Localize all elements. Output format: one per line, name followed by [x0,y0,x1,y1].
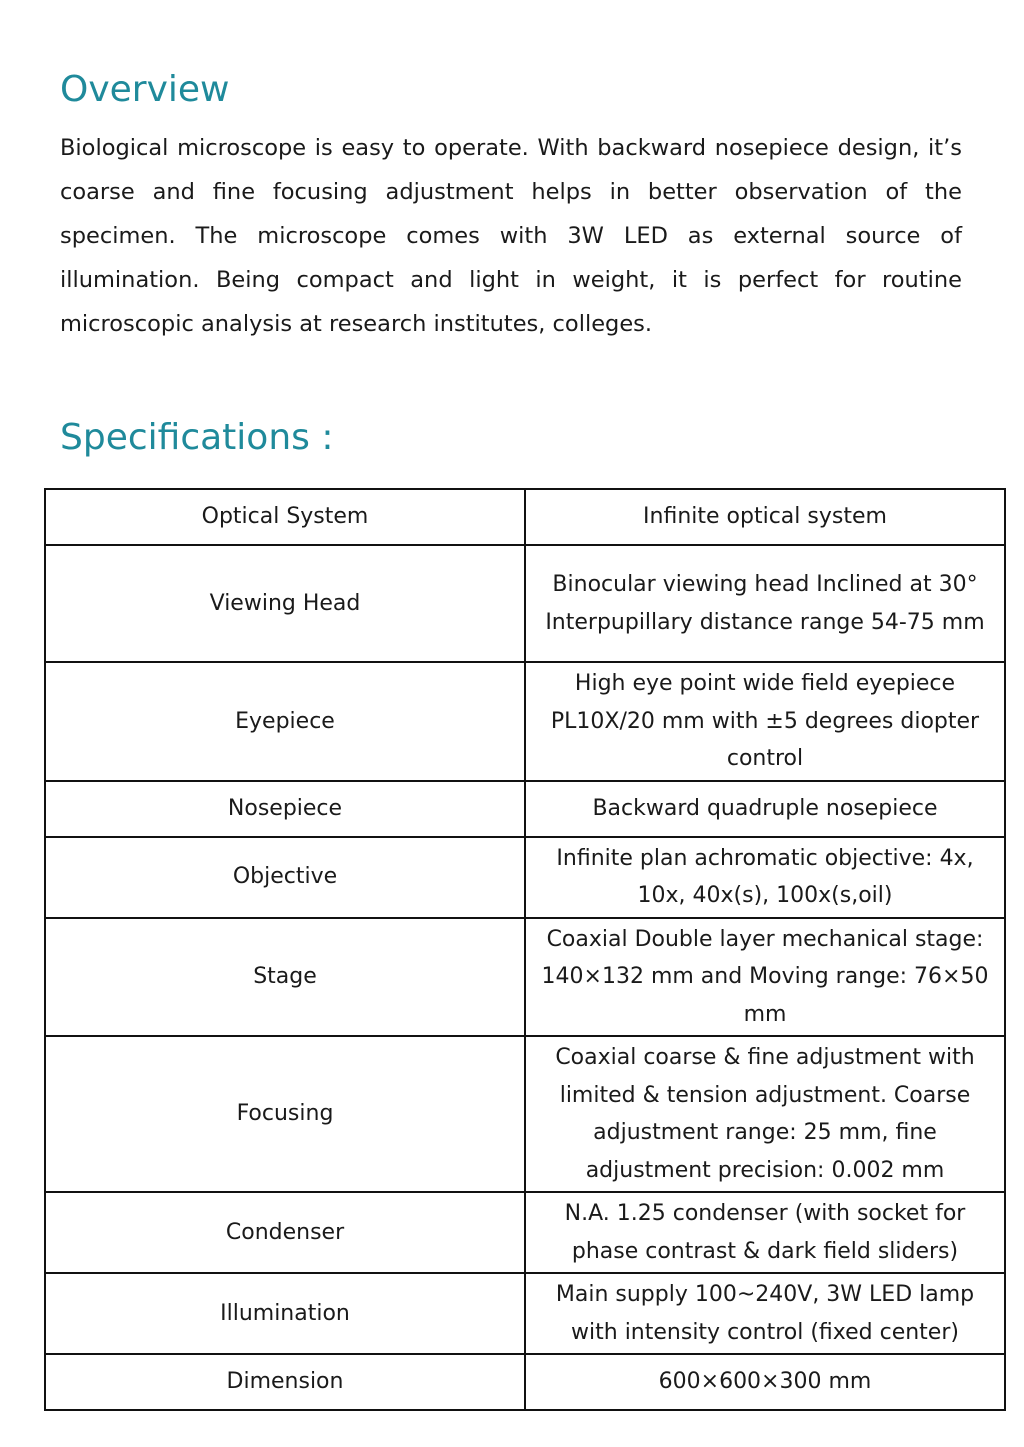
overview-heading: Overview [60,69,230,110]
spec-label: Illumination [45,1273,525,1354]
spec-value: Coaxial coarse & fine adjustment with limited & tension adjustment. Coarse adjustment range: 25 mm, fine adjustment precision: 0.002 mm [525,1036,1005,1192]
specifications-table [44,488,1006,1411]
spec-label: Stage [45,918,525,1037]
spec-row-eyepiece [45,662,1005,781]
spec-value: Main supply 100~240V, 3W LED lamp with intensity control (fixed center) [525,1273,1005,1354]
spec-row-focusing [45,1036,1005,1192]
spec-value: Infinite optical system [525,489,1005,545]
spec-value: N.A. 1.25 condenser (with socket for phase contrast & dark field sliders) [525,1192,1005,1273]
spec-value: Infinite plan achromatic objective: 4x, 10x, 40x(s), 100x(s,oil) [525,837,1005,918]
spec-row-condenser [45,1192,1005,1273]
spec-label: Dimension [45,1354,525,1410]
spec-value: 600×600×300 mm [525,1354,1005,1410]
spec-value: Coaxial Double layer mechanical stage: 140×132 mm and Moving range: 76×50 mm [525,918,1005,1037]
spec-label: Viewing Head [45,545,525,662]
spec-row-stage [45,918,1005,1037]
spec-row-illumination [45,1273,1005,1354]
spec-label: Condenser [45,1192,525,1273]
spec-label: Objective [45,837,525,918]
specifications-heading: Specifications : [60,417,334,458]
spec-label: Optical System [45,489,525,545]
overview-paragraph: Biological microscope is easy to operate. With backward nosepiece design, it’s coarse and fine focusing adjustment helps in better observation of the specimen. The microscope comes with 3W LED as external source of illumination. Being compact and light in weight, it is perfect for routine microscopic analysis at research institutes, colleges. [60,135,962,337]
spec-label: Nosepiece [45,781,525,837]
spec-value: High eye point wide field eyepiece PL10X/20 mm with ±5 degrees diopter control [525,662,1005,781]
spec-row-viewing-head [45,545,1005,662]
spec-row-dimension [45,1354,1005,1410]
spec-value: Backward quadruple nosepiece [525,781,1005,837]
spec-row-optical-system [45,489,1005,545]
spec-value: Binocular viewing head Inclined at 30° Interpupillary distance range 54-75 mm [525,545,1005,662]
spec-row-nosepiece [45,781,1005,837]
spec-label: Focusing [45,1036,525,1192]
spec-label: Eyepiece [45,662,525,781]
spec-row-objective [45,837,1005,918]
